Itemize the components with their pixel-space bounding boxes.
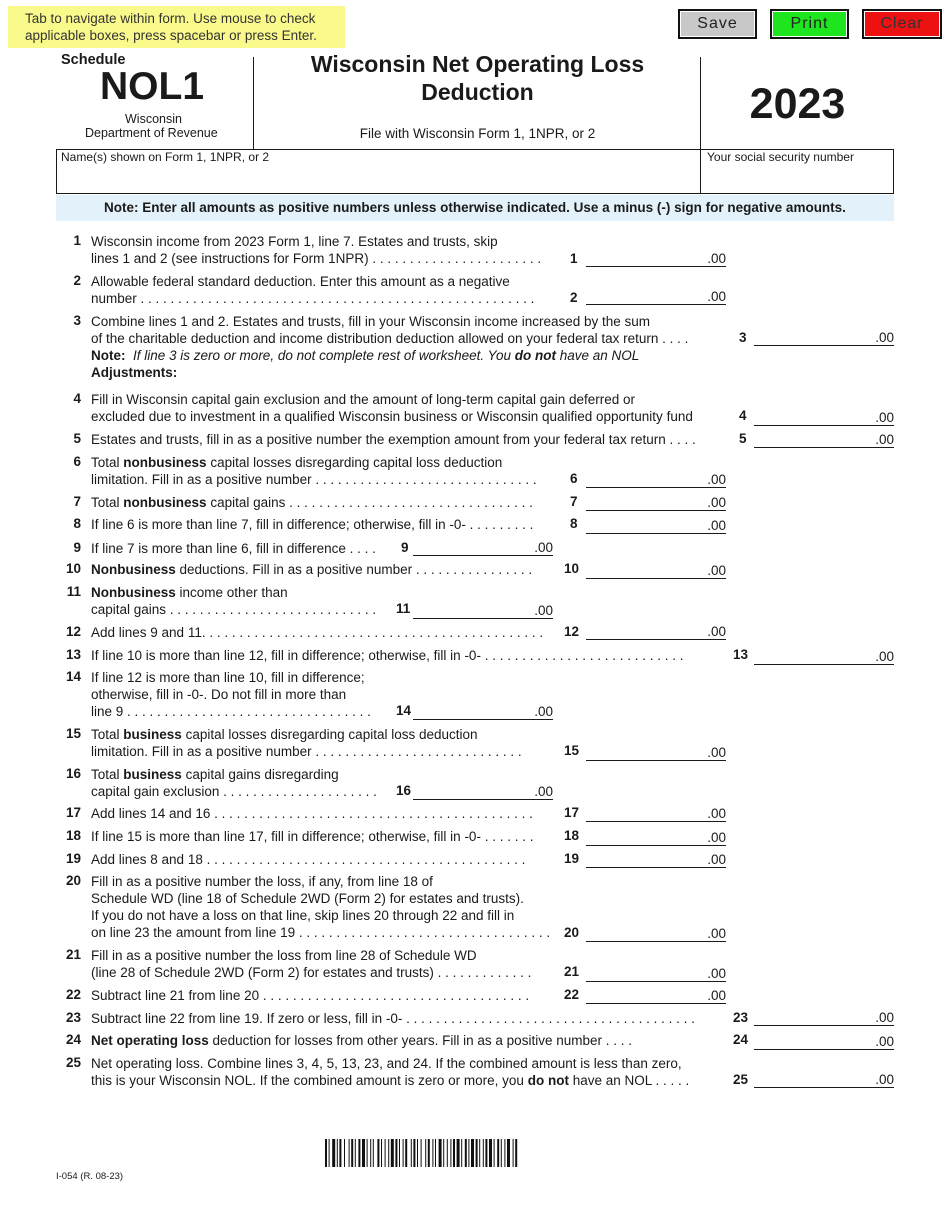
line-ref: 11 [396,601,411,616]
line-ref: 2 [570,290,578,305]
line-18-amount[interactable]: .00 [586,830,726,846]
line-ref: 24 [733,1032,749,1047]
line-ref: 6 [570,471,578,486]
line-23-amount[interactable]: .00 [754,1010,894,1026]
line-19-amount[interactable]: .00 [586,852,726,868]
line-8-text: If line 6 is more than line 7, fill in difference; otherwise, fill in -0- . . . . . . . . . [91,517,534,532]
line-20-text: Fill in as a positive number the loss, if any, from line 18 of Schedule WD (line 18 of Schedule 2WD (Form 2) for estates and trusts). If you do not have a loss on that line, skip lines 20 through 22 and fill in on line 23 the amount from line 19 . . . . . . . . . . . . . . . . . . . . . . . . . . . . . . . . . . [91,874,551,940]
line-ref: 18 [564,828,580,843]
line-number: 15 [65,726,81,741]
line-13-text: If line 10 is more than line 12, fill in difference; otherwise, fill in -0- . . . . . . . . . . . . . . . . . . . . . . . . . . . [91,648,684,663]
line-ref: 25 [733,1072,749,1087]
line-ref: 9 [401,540,409,555]
header-divider-left [253,57,254,149]
line-ref: 21 [564,964,580,979]
line-ref: 22 [564,987,580,1002]
line-1-text: Wisconsin income from 2023 Form 1, line 7. Estates and trusts, skip lines 1 and 2 (see instructions for Form 1NPR) . . . . . . . . . . . . . . . . . . . . . . . [91,234,542,266]
tax-year: 2023 [749,80,846,128]
line-ref: 17 [564,805,580,820]
line-number: 9 [73,540,81,555]
instruction-note: Note: Enter all amounts as positive numbers unless otherwise indicated. Use a minus (-) sign for negative amounts. [56,195,894,221]
line-23-text: Subtract line 22 from line 19. If zero or less, fill in -0- . . . . . . . . . . . . . . . . . . . . . . . . . . . . . . . . . . . . . . . [91,1011,695,1026]
line-8-amount[interactable]: .00 [586,518,726,534]
line-ref: 16 [396,783,412,798]
line-14-text: If line 12 is more than line 10, fill in difference; otherwise, fill in -0-. Do not fill in more than line 9 . . . . . . . . . . . . . . . . . . . . . . . . . . . . . . . . . [91,670,371,719]
line-22-text: Subtract line 21 from line 20 . . . . . . . . . . . . . . . . . . . . . . . . . . . . . . . . . . . . [91,988,530,1003]
line-number: 1 [73,233,81,248]
line-5-amount[interactable]: .00 [754,432,894,448]
line-number: 18 [65,828,81,843]
line-number: 24 [65,1032,81,1047]
line-2-text: Allowable federal standard deduction. Enter this amount as a negative number . . . . . . . . . . . . . . . . . . . . . . . . . . . . . . . . . . . . . . . . . . . . . . . . . . . . . [91,274,535,306]
line-ref: 4 [739,408,747,423]
line-ref: 19 [564,851,580,866]
line-number: 8 [73,516,81,531]
line-25-amount[interactable]: .00 [754,1072,894,1088]
line-11-amount[interactable]: .00 [413,603,553,619]
ssn-field-label: Your social security number [707,150,854,164]
line-number: 22 [65,987,81,1002]
line-number: 14 [65,669,81,684]
line-21-text: Fill in as a positive number the loss from line 28 of Schedule WD (line 28 of Schedule 2WD (Form 2) for estates and trusts) . . . . . . . . . . . . . [91,948,532,980]
line-25-text: Net operating loss. Combine lines 3, 4, 5, 13, 23, and 24. If the combined amount is less than zero, this is your Wisconsin NOL. If the combined amount is zero or more, you do not have an NOL . . . . . [91,1056,690,1088]
line-10-text: Nonbusiness deductions. Fill in as a positive number . . . . . . . . . . . . . . . . [91,562,533,577]
line-9-text: If line 7 is more than line 6, fill in difference . . . . [91,541,376,556]
ssn-field[interactable] [700,149,894,194]
line-10-amount[interactable]: .00 [586,563,726,579]
line-number: 17 [65,805,81,820]
line-6-text: Total nonbusiness capital losses disregarding capital loss deduction limitation. Fill in as a positive number . . . . . . . . . . . . . . . . . . . . . . . . . . . . . . [91,455,537,487]
line-15-amount[interactable]: .00 [586,745,726,761]
line-22-amount[interactable]: .00 [586,988,726,1004]
line-19-text: Add lines 8 and 18 . . . . . . . . . . . . . . . . . . . . . . . . . . . . . . . . . . . . . . . . . . . [91,852,526,867]
line-number: 4 [73,391,81,406]
line-ref: 10 [564,561,580,576]
line-ref: 20 [564,925,580,940]
line-4-amount[interactable]: .00 [754,410,894,426]
line-14-amount[interactable]: .00 [413,704,553,720]
line-ref: 1 [570,251,578,266]
department-name: Department of Revenue [85,126,218,140]
line-6-amount[interactable]: .00 [586,472,726,488]
line-15-text: Total business capital losses disregarding capital loss deduction limitation. Fill in as a positive number . . . . . . . . . . . . . . . . . . . . . . . . . . . . [91,727,522,759]
line-number: 25 [65,1055,81,1070]
line-ref: 15 [564,743,580,758]
name-field-label: Name(s) shown on Form 1, 1NPR, or 2 [61,150,270,164]
line-21-amount[interactable]: .00 [586,966,726,982]
line-ref: 5 [739,431,747,446]
line-number: 21 [65,947,81,962]
line-ref: 14 [396,703,412,718]
line-number: 3 [73,313,81,328]
line-20-amount[interactable]: .00 [586,926,726,942]
line-2-amount[interactable]: .00 [586,289,726,305]
line-number: 16 [65,766,81,781]
line-18-text: If line 15 is more than line 17, fill in difference; otherwise, fill in -0- . . . . . . . [91,829,534,844]
line-7-text: Total nonbusiness capital gains . . . . . . . . . . . . . . . . . . . . . . . . . . . . . . . . . [91,495,533,510]
form-title-line2: Deduction [421,79,534,105]
barcode [325,1139,618,1167]
line-number: 5 [73,431,81,446]
line-number: 20 [65,873,81,888]
name-field[interactable] [56,149,701,194]
state-name: Wisconsin [125,112,182,126]
line-number: 7 [73,494,81,509]
print-button[interactable]: Print [770,9,849,39]
line-ref: 7 [570,494,578,509]
line-13-amount[interactable]: .00 [754,649,894,665]
line-9-amount[interactable]: .00 [413,540,553,556]
line-3-amount[interactable]: .00 [754,330,894,346]
clear-button[interactable]: Clear [862,9,942,39]
line-ref: 23 [733,1010,749,1025]
line-number: 10 [65,561,81,576]
line-17-text: Add lines 14 and 16 . . . . . . . . . . . . . . . . . . . . . . . . . . . . . . . . . . . . . . . . . . . [91,806,533,821]
form-title-line1: Wisconsin Net Operating Loss [310,51,645,77]
line-ref: 8 [570,516,578,531]
schedule-label: Schedule [61,52,126,68]
line-16-amount[interactable]: .00 [413,784,553,800]
save-button[interactable]: Save [678,9,757,39]
line-number: 12 [65,624,81,639]
line-16-text: Total business capital gains disregarding capital gain exclusion . . . . . . . . . . . . . . . . . . . . . [91,767,377,799]
form-code: NOL1 [100,65,205,108]
line-number: 11 [66,584,81,599]
line-12-text: Add lines 9 and 11. . . . . . . . . . . . . . . . . . . . . . . . . . . . . . . . . . . . . . . . . . . . . . [91,625,544,640]
line-12-amount[interactable]: .00 [586,624,726,640]
help-instructions: Tab to navigate within form. Use mouse to check applicable boxes, press spacebar or press Enter. [8,6,345,48]
form-id: I-054 (R. 08-23) [56,1171,124,1182]
line-4-text: Fill in Wisconsin capital gain exclusion and the amount of long-term capital gain deferred or excluded due to investment in a qualified Wisconsin business or Wisconsin qualified opportunity fund [91,392,693,424]
line-ref: 12 [564,624,580,639]
file-with-instructions: File with Wisconsin Form 1, 1NPR, or 2 [359,126,596,141]
line-number: 23 [65,1010,81,1025]
line-24-amount[interactable]: .00 [754,1034,894,1050]
line-7-amount[interactable]: .00 [586,495,726,511]
line-24-text: Net operating loss deduction for losses from other years. Fill in as a positive number . . . . [91,1033,632,1048]
line-5-text: Estates and trusts, fill in as a positive number the exemption amount from your federal tax return . . . . [91,432,696,447]
line-17-amount[interactable]: .00 [586,806,726,822]
line-number: 13 [65,647,81,662]
line-1-amount[interactable]: .00 [586,251,726,267]
line-number: 2 [73,273,81,288]
line-ref: 3 [739,330,747,345]
line-number: 6 [73,454,81,469]
line-11-text: Nonbusiness income other than capital gains . . . . . . . . . . . . . . . . . . . . . . . . . . . . [91,585,377,617]
line-3-text: Combine lines 1 and 2. Estates and trusts, fill in your Wisconsin income increased by the sum of the charitable deduction and income distribution deduction allowed on your federal tax return . . . . Note: If line 3 is zero or more, do not complete rest of worksheet. You do not have an NOL Adjustments: [91,314,689,380]
line-ref: 13 [733,647,749,662]
line-number: 19 [65,851,81,866]
